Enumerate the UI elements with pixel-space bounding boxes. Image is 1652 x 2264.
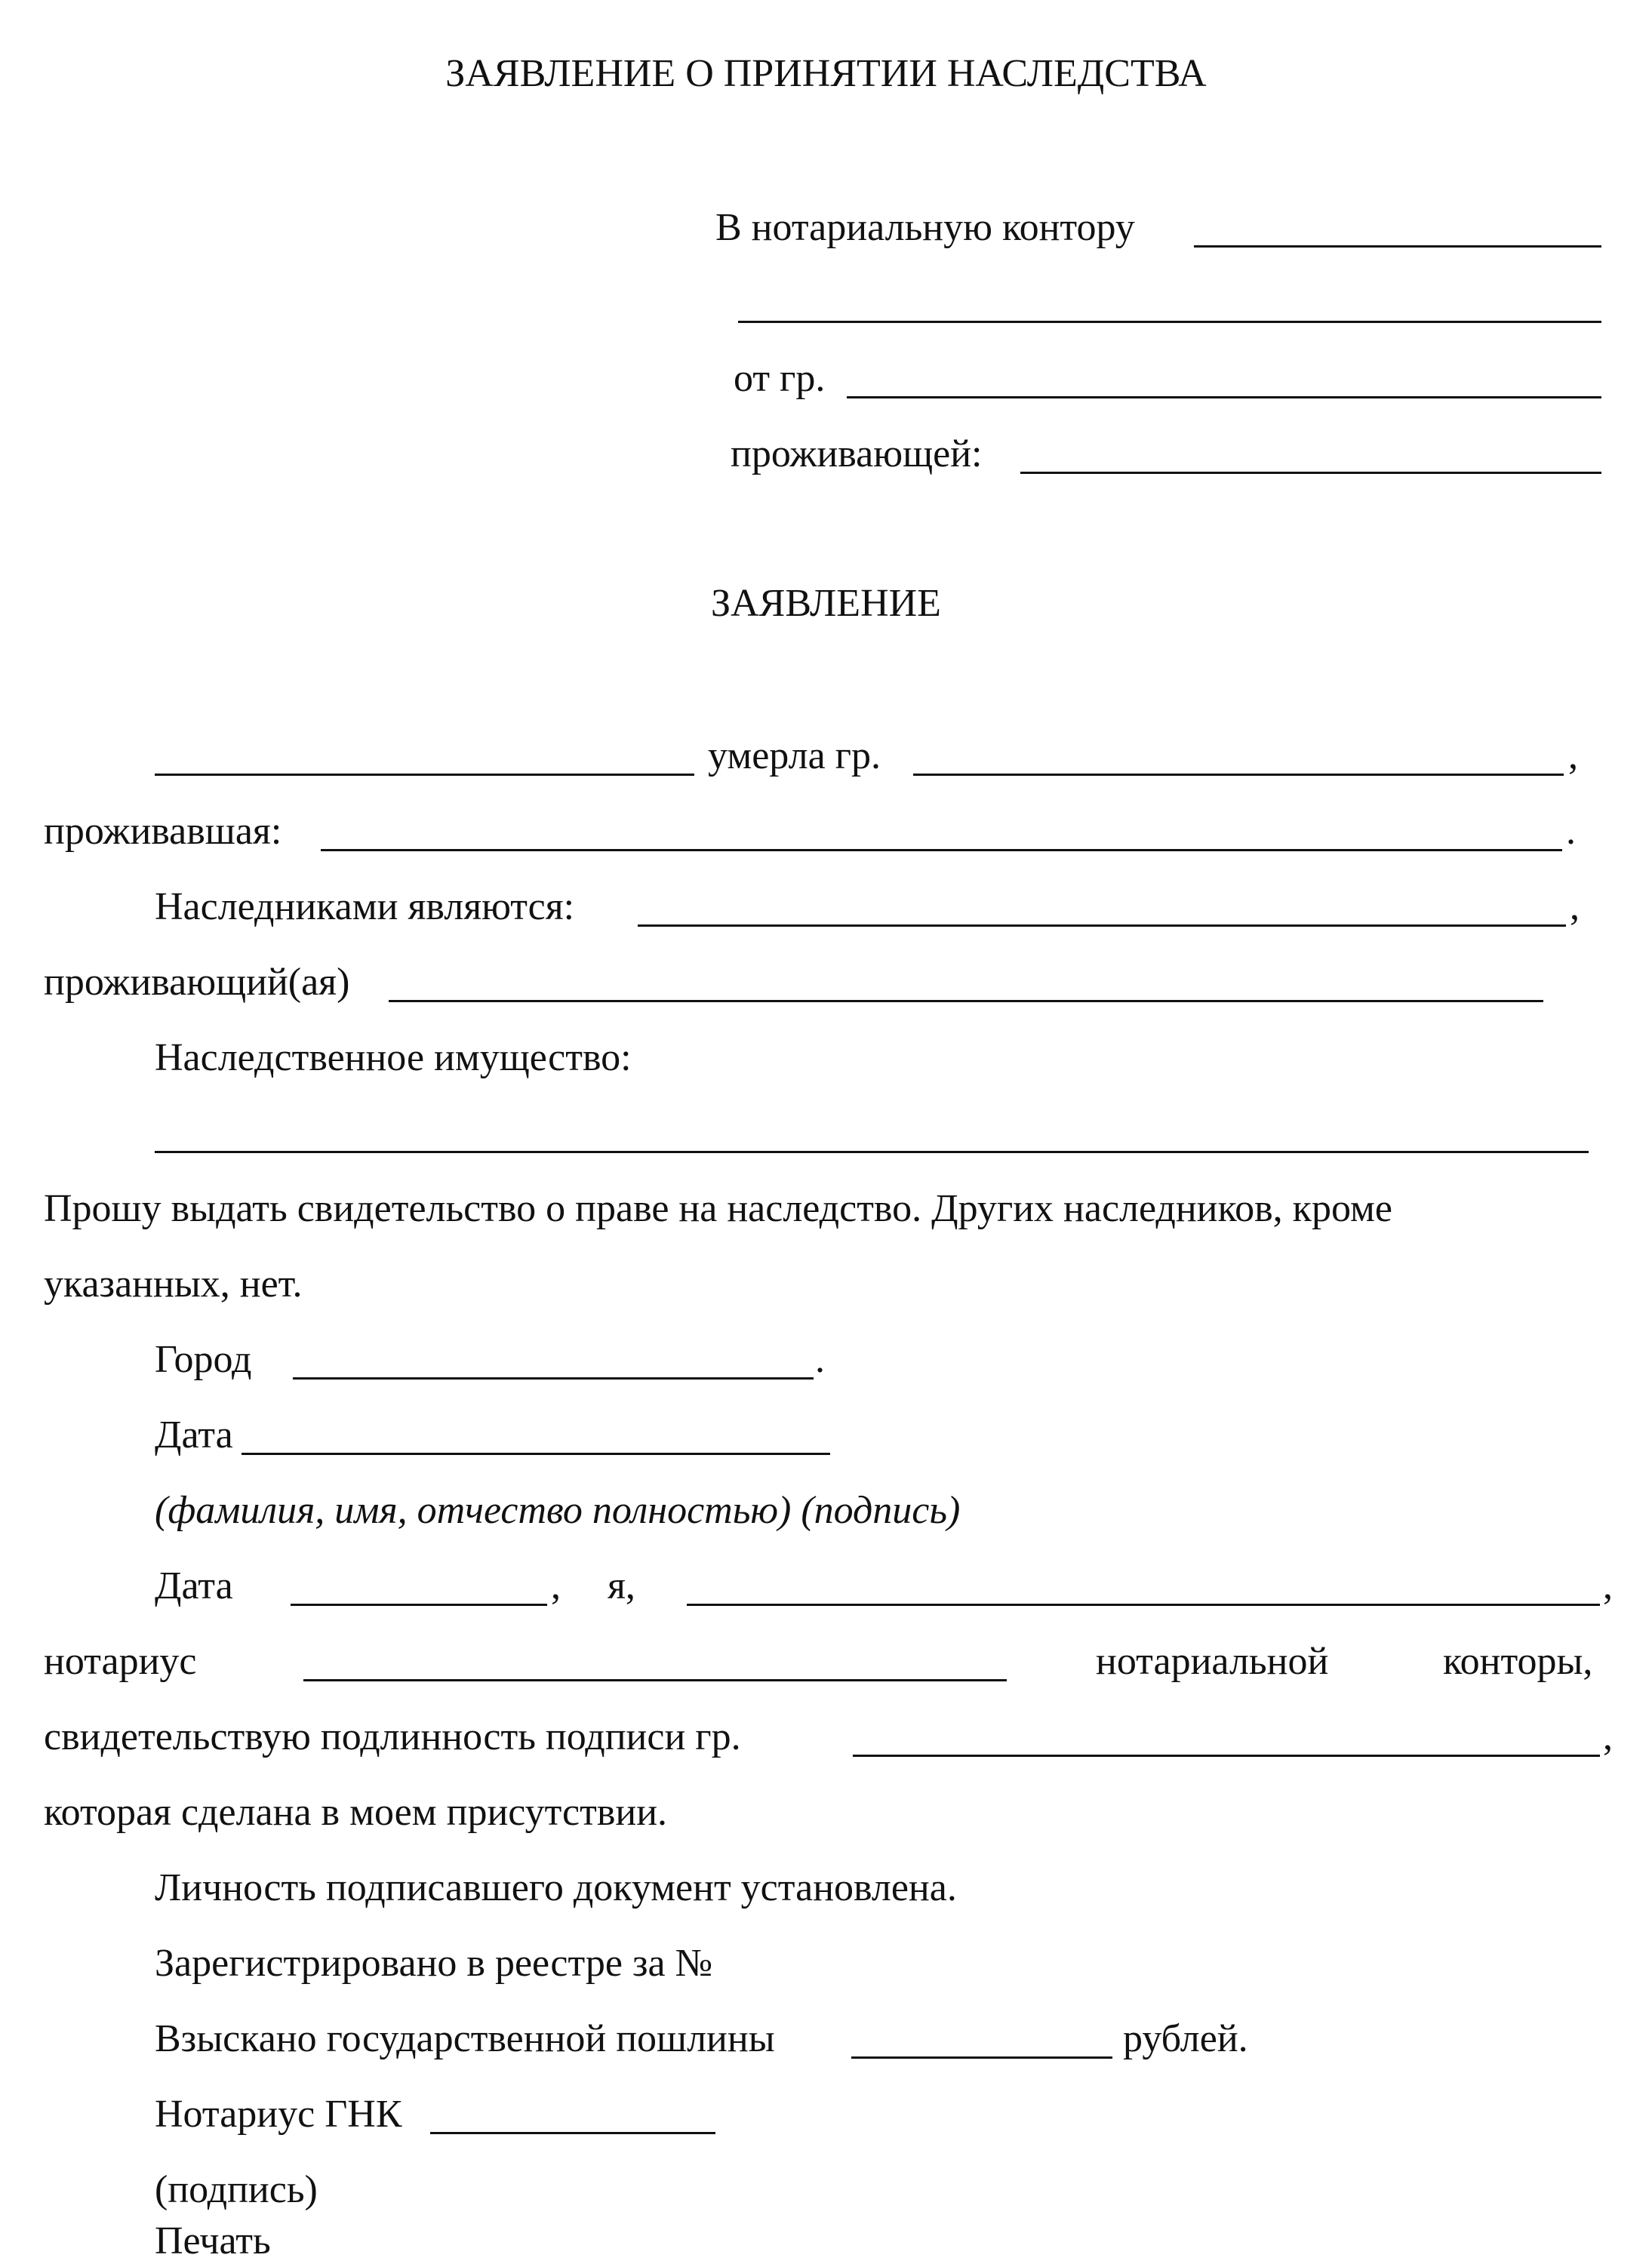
residing-label: проживающей:	[731, 432, 983, 475]
notary-label: нотариус	[44, 1640, 197, 1683]
deceased-address-field[interactable]	[321, 849, 1562, 851]
period: .	[1566, 810, 1576, 853]
request-text-line1: Прошу выдать свидетельство о праве на наследство. Других наследников, кроме	[44, 1187, 1392, 1230]
heirs-label: Наследниками являются:	[155, 885, 575, 928]
certify-label: свидетельствую подлинность подписи гр.	[44, 1715, 741, 1758]
presence-text: которая сделана в моем присутствии.	[44, 1791, 668, 1834]
notary-date-label: Дата	[155, 1564, 233, 1607]
notary-signature-field[interactable]	[430, 2132, 715, 2134]
from-label: от гр.	[734, 357, 826, 400]
resided-label: проживавшая:	[44, 810, 282, 853]
seal-label: Печать	[155, 2219, 271, 2262]
notary-i-label: я,	[608, 1564, 635, 1607]
registered-text: Зарегистрировано в реестре за №	[155, 1942, 713, 1985]
identity-text: Личность подписавшего документ установлена.	[155, 1866, 957, 1909]
city-field[interactable]	[293, 1377, 814, 1380]
notarial-label: нотариальной	[1096, 1640, 1329, 1683]
notary-name-field[interactable]	[687, 1604, 1600, 1606]
city-label: Город	[155, 1338, 252, 1381]
estate-label: Наследственное имущество:	[155, 1036, 632, 1079]
office-label: конторы,	[1443, 1640, 1593, 1683]
comma: ,	[551, 1564, 561, 1607]
notary-gnk-label: Нотариус ГНК	[155, 2093, 402, 2136]
notary-office-field[interactable]	[1194, 245, 1601, 248]
document-title: ЗАЯВЛЕНИЕ О ПРИНЯТИИ НАСЛЕДСТВА	[445, 52, 1207, 95]
notary-office-field-line2[interactable]	[738, 321, 1601, 323]
fee-label: Взыскано государственной пошлины	[155, 2017, 775, 2060]
statement-title: ЗАЯВЛЕНИЕ	[711, 582, 941, 625]
estate-field[interactable]	[155, 1151, 1589, 1153]
heirs-address-field[interactable]	[389, 1000, 1543, 1002]
signature-label: (подпись)	[155, 2168, 318, 2211]
applicant-name-field[interactable]	[847, 396, 1601, 398]
notary-office-label: В нотариальную контору	[715, 206, 1135, 249]
comma: ,	[1570, 885, 1580, 928]
death-date-field[interactable]	[155, 774, 694, 776]
fee-unit: рублей.	[1123, 2017, 1248, 2060]
deceased-name-field[interactable]	[913, 774, 1564, 776]
applicant-address-field[interactable]	[1020, 472, 1601, 474]
comma: ,	[1603, 1564, 1613, 1607]
died-label: умерла гр.	[708, 734, 881, 777]
period: .	[815, 1338, 825, 1381]
comma: ,	[1603, 1715, 1613, 1758]
signer-name-field[interactable]	[853, 1755, 1600, 1757]
fee-amount-field[interactable]	[851, 2056, 1112, 2059]
notary-office-name-field[interactable]	[303, 1679, 1007, 1681]
request-text-line2: указанных, нет.	[44, 1263, 303, 1306]
date-field[interactable]	[241, 1453, 830, 1455]
heirs-residing-label: проживающий(ая)	[44, 961, 350, 1004]
heirs-field[interactable]	[638, 924, 1566, 927]
signature-hint: (фамилия, имя, отчество полностью) (подпись)	[155, 1489, 961, 1532]
comma: ,	[1568, 734, 1578, 777]
notary-date-field[interactable]	[291, 1604, 547, 1606]
date-label: Дата	[155, 1413, 233, 1457]
